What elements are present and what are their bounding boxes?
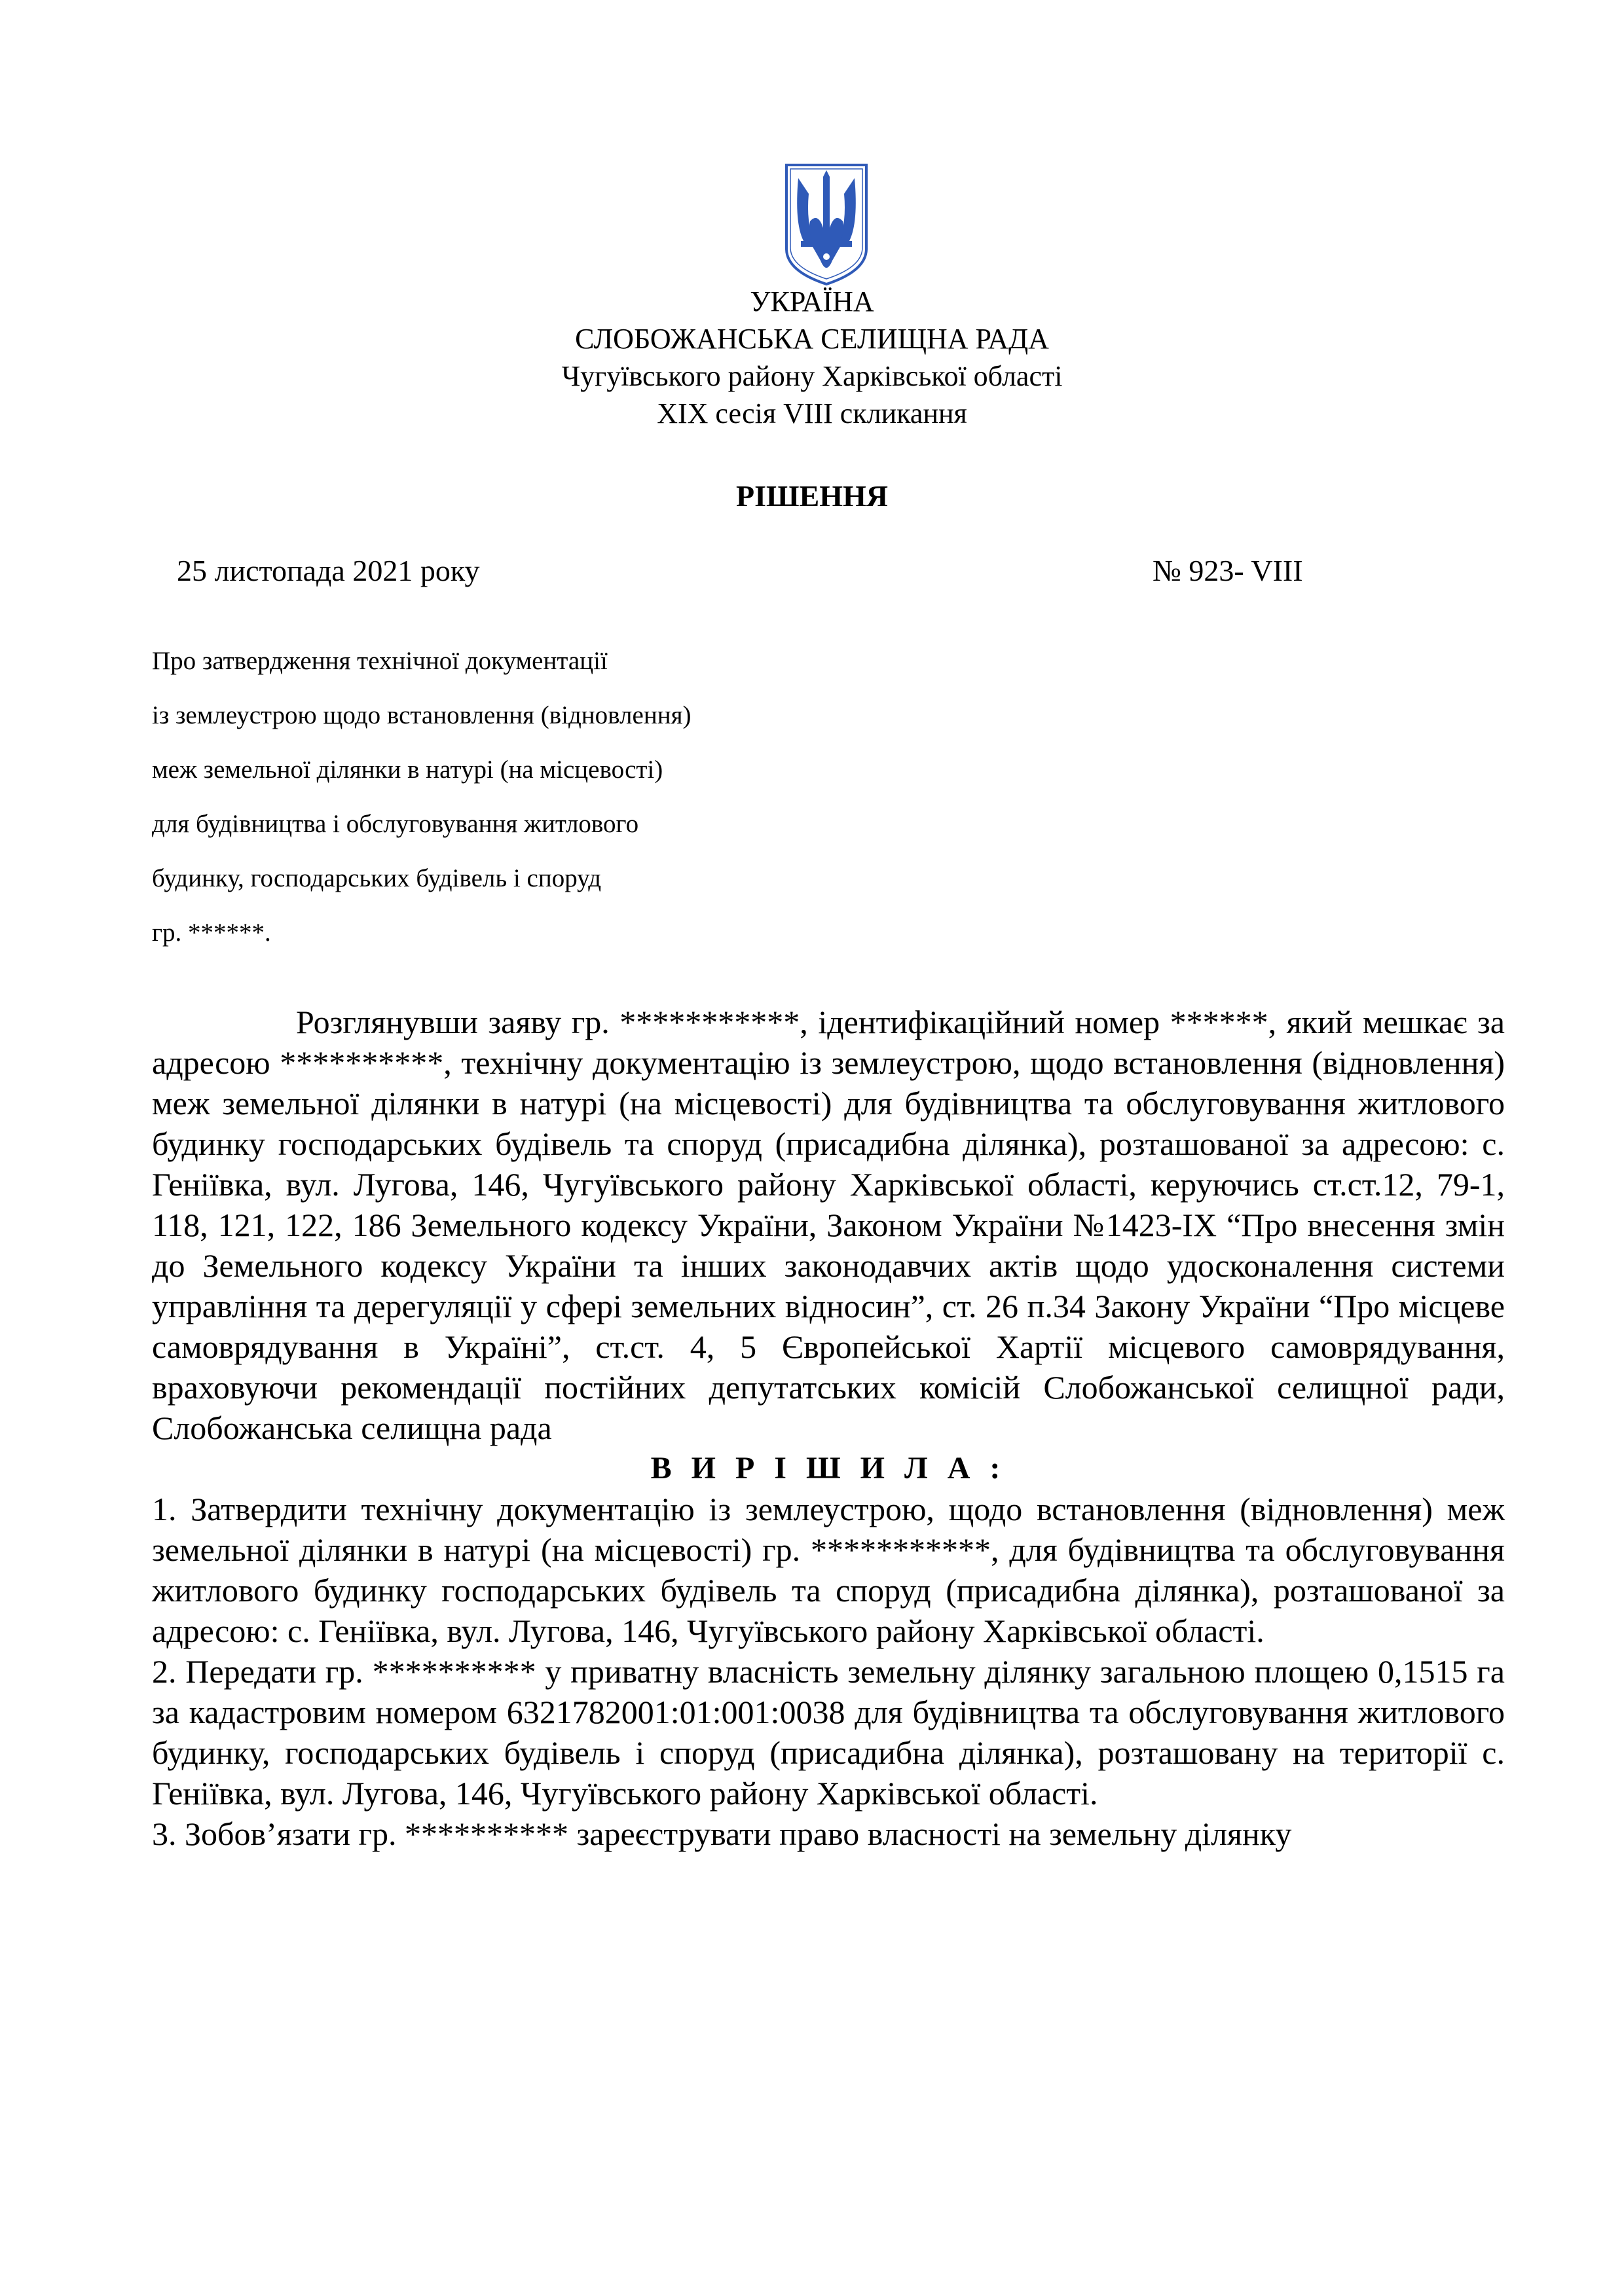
subject-line: із землеустрою щодо встановлення (відновлення) [152, 701, 692, 729]
subject-line: будинку, господарських будівель і споруд [152, 864, 602, 892]
decision-title: РІШЕННЯ [736, 479, 888, 513]
subject-line: для будівництва і обслуговування житлового [152, 810, 639, 838]
resolution-item: 3. Зобов’язати гр. ********** зареєструвати право власності на земельну ділянку [152, 1815, 1292, 1852]
preamble-paragraph: Розглянувши заяву гр. ***********, ідентифікаційний номер ******, який мешкає за адресою **********, технічну документацію із землеустрою, щодо встановлення (відновлення) меж земельної ділянки в натурі (на місцевості) для будівництва та обслуговування житлового будинку господарських будівель та споруд (присадибна ділянка), розташованої за адресою: с. Геніївка, вул. Лугова, 146, Чугуївського району Харківської області, керуючись ст.ст.12, 79-1, 118, 121, 122, 186 Земельного кодексу України, Законом України №1423-IX “Про внесення змін до Земельного кодексу України та інших законодавчих актів щодо удосконалення системи управління та дерегуляції у сфері земельних відносин”, ст. 26 п.34 Закону України “Про місцеве самоврядування в Україні”, ст.ст. 4, 5 Європейської Хартії місцевого самоврядування, враховуючи рекомендації постійних депутатських комісій Слобожанської селищної ради, Слобожанська селищна рада [152, 1004, 1505, 1446]
document-header [0, 283, 1624, 432]
session-name: XIX сесія VIII скликання [657, 397, 967, 429]
subject-line: гр. ******. [152, 919, 271, 947]
subject-line: Про затвердження технічної документації [152, 647, 608, 675]
resolution-item: 2. Передати гр. ********** у приватну власність земельну ділянку загальною площею 0,1515 га за кадастровим номером 6321782001:01:001:0038 для будівництва та обслуговування житлового будинку, господарських будівель і споруд (присадибна ділянка), розташовану на території с. Геніївка, вул. Лугова, 146, Чугуївського району Харківської області. [152, 1653, 1505, 1812]
subject-line: меж земельної ділянки в натурі (на місцевості) [152, 756, 663, 784]
resolved-heading: В И Р І Ш И Л А : [650, 1451, 1006, 1485]
district-name: Чугуївського району Харківської області [561, 360, 1063, 392]
coat-of-arms-icon [784, 162, 869, 287]
council-name: СЛОБОЖАНСЬКА СЕЛИЩНА РАДА [575, 323, 1049, 355]
resolution-item: 1. Затвердити технічну документацію із землеустрою, щодо встановлення (відновлення) меж земельної ділянки в натурі (на місцевості) гр. ***********, для будівництва та обслуговування житлового будинку господарських будівель та споруд (присадибна ділянка), розташованої за адресою: с. Геніївка, вул. Лугова, 146, Чугуївського району Харківської області. [152, 1491, 1505, 1649]
decision-body [152, 1002, 1505, 1854]
decision-subject [152, 645, 938, 971]
decision-number: № 923- VIII [1153, 554, 1303, 587]
decision-date: 25 листопада 2021 року [177, 554, 480, 587]
country-name: УКРАЇНА [750, 285, 874, 318]
